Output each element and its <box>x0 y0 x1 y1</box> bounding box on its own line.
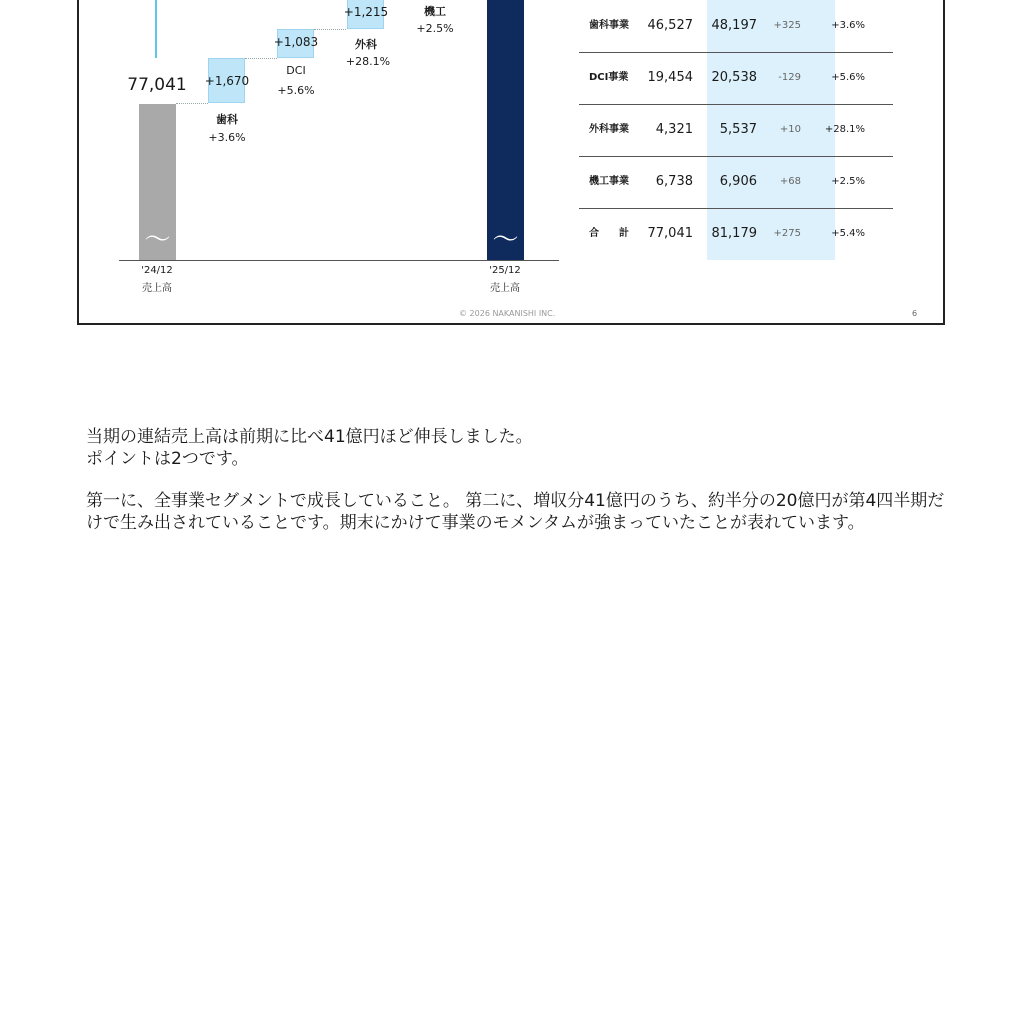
increment-value-label: +1,670 <box>204 74 250 88</box>
increment-category-label: 歯科 <box>216 113 238 126</box>
end-bar <box>487 0 524 260</box>
segment-name: 歯科事業 <box>589 20 629 31</box>
prev-value: 77,041 <box>647 226 693 241</box>
x-axis-caption-start: 売上高 <box>142 283 172 294</box>
growth-pct: +3.6% <box>831 20 865 31</box>
segment-name: 合 計 <box>589 228 629 239</box>
prev-value: 4,321 <box>655 122 693 137</box>
increment-pct-label: +2.5% <box>416 22 454 35</box>
current-value: 6,906 <box>719 174 757 189</box>
copyright-footer: © 2026 NAKANISHI INC. <box>459 309 556 318</box>
x-axis <box>119 260 559 261</box>
table-row <box>579 156 893 209</box>
axis-break-icon: ～ <box>144 225 171 255</box>
diff-value: +10 <box>779 124 801 135</box>
x-axis-label-start: '24/12 <box>141 265 173 276</box>
connector <box>314 29 346 30</box>
diff-value: -129 <box>778 72 801 83</box>
presentation-slide <box>77 0 945 325</box>
axis-break-icon: ～ <box>492 225 519 255</box>
increment-pct-label: +3.6% <box>208 131 246 144</box>
segment-name: DCI事業 <box>589 72 629 83</box>
current-value: 5,537 <box>719 122 757 137</box>
page-number: 6 <box>912 309 918 318</box>
notes-line: 当期の連結売上高は前期に比べ41億円ほど伸長しました。 <box>86 427 533 447</box>
increment-category-label: 機工 <box>424 5 446 18</box>
notes-paragraph: 第一に、全事業セグメントで成長していること。 第二に、増収分41億円のうち、約半分の20億円が第4四半期だけで生み出されていることです。期末にかけて事業のモメンタムが強まっていたことが表れています。 <box>86 491 945 533</box>
increment-value-label: +1,215 <box>343 5 389 19</box>
diff-value: +275 <box>773 228 801 239</box>
segment-name: 外科事業 <box>589 124 629 135</box>
table-row <box>579 104 893 157</box>
prev-value: 46,527 <box>647 18 693 33</box>
increment-pct-label: +28.1% <box>345 55 391 68</box>
growth-pct: +28.1% <box>824 124 865 135</box>
increment-value-label: +1,083 <box>273 35 319 49</box>
increment-category-label: 外科 <box>355 38 377 51</box>
start-value-label: 77,041 <box>127 75 187 95</box>
growth-pct: +2.5% <box>831 176 865 187</box>
current-value: 20,538 <box>711 70 757 85</box>
connector <box>245 58 277 59</box>
diff-value: +325 <box>773 20 801 31</box>
growth-pct: +5.6% <box>831 72 865 83</box>
speaker-notes <box>86 426 946 554</box>
table-total-row <box>579 208 893 260</box>
diff-value: +68 <box>779 176 801 187</box>
segment-name: 機工事業 <box>589 176 629 187</box>
prev-value: 6,738 <box>655 174 693 189</box>
top-connector-line <box>155 0 157 58</box>
growth-pct: +5.4% <box>831 228 865 239</box>
x-axis-label-end: '25/12 <box>489 265 521 276</box>
current-value: 48,197 <box>711 18 757 33</box>
table-row <box>579 52 893 105</box>
increment-pct-label: +5.6% <box>277 84 315 97</box>
current-value: 81,179 <box>711 226 757 241</box>
prev-value: 19,454 <box>647 70 693 85</box>
notes-line: ポイントは2つです。 <box>86 449 249 469</box>
table-row <box>579 0 893 53</box>
connector <box>176 103 208 104</box>
increment-category-label: DCI <box>286 64 306 77</box>
x-axis-caption-end: 売上高 <box>490 283 520 294</box>
